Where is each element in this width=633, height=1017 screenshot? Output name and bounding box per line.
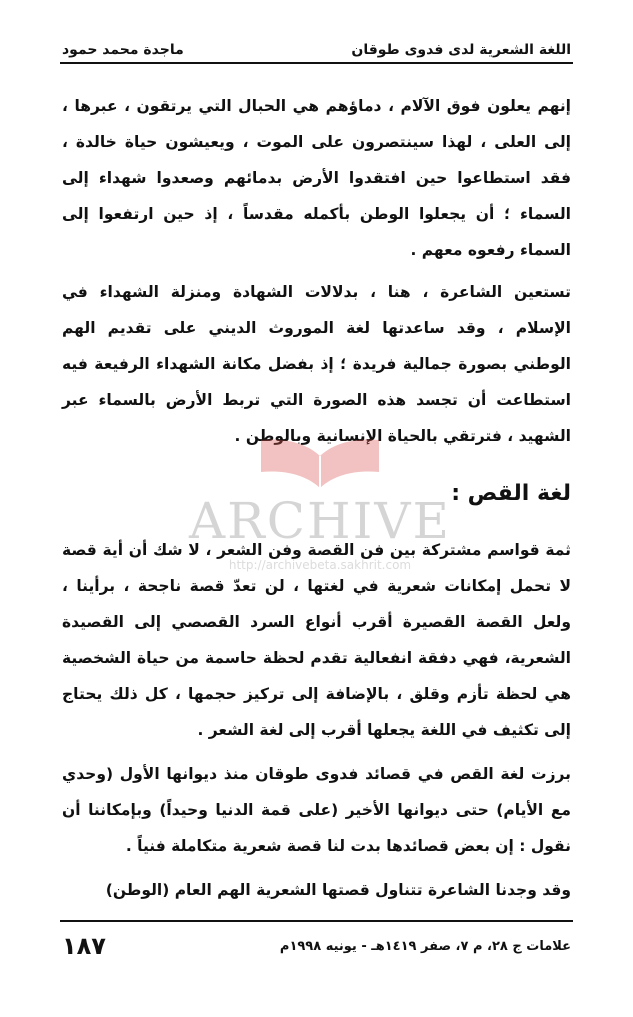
paragraph: برزت لغة القص في قصائد فدوى طوقان منذ ديوانها الأول (وحدي مع الأيام) حتى ديوانها الأخير (على قمة الدنيا وحيداً) وبإمكاننا أن نقول : إن بعض قصائدها بدت لنا قصة شعرية متكاملة فنياً . (62, 765, 571, 855)
paragraph: تستعين الشاعرة ، هنا ، بدلالات الشهادة ومنزلة الشهداء في الإسلام ، وقد ساعدتها لغة الموروث الديني على تقديم الهم الوطني بصورة جمالية فريدة ؛ إذ بفضل مكانة الشهداء الرفيعة فيه استطاعت أن تجسد هذه الصورة التي تربط الأرض بالسماء عبر الشهيد ، فترتقي بالحياة الإنسانية وبالوطن . (62, 283, 571, 445)
section-heading: لغة القص : (451, 481, 571, 506)
author-name: ماجدة محمد حمود (62, 42, 184, 58)
page-body (62, 88, 571, 908)
page-number: ١٨٧ (62, 932, 106, 960)
book-title: اللغة الشعرية لدى فدوى طوقان (351, 42, 571, 58)
footer-divider (60, 920, 573, 922)
paragraph: إنهم يعلون فوق الآلام ، دماؤهم هي الحبال التي يرتقون ، عبرها ، إلى العلى ، لهذا سينتصرون على الموت ، ويعيشون حياة خالدة ، فقد استطاعوا حين افتقدوا الأرض بدمائهم وصعدوا شهداء إلى السماء ؛ أن يجعلوا الوطن بأكمله مقدساً ، إذ حين ارتفعوا إلى السماء رفعوه معهم . (62, 97, 571, 259)
running-header (62, 30, 571, 58)
journal-citation: علامات ج ٢٨، م ٧، صفر ١٤١٩هـ - يونيه ١٩٩٨م (279, 938, 571, 954)
watermark-text: ARCHIVE (189, 492, 451, 550)
watermark-url: http://archivebeta.sakhrit.com (228, 558, 412, 572)
page-footer (62, 926, 571, 966)
paragraph: ثمة قواسم مشتركة بين فن القصة وفن الشعر ، لا شك أن أية قصة لا تحمل إمكانات شعرية في لغتها ، لن تعدّ قصة ناجحة ، برأينا ، ولعل القصة القصيرة أقرب أنواع السرد القصصي إلى القصيدة الشعرية، فهي دفقة انفعالية تقدم لحظة حاسمة من حياة الشخصية هي لحظة تأزم وقلق ، بالإضافة إلى تركيز حجمها ، كل ذلك يحتاج إلى تكثيف في اللغة يجعلها أقرب إلى لغة الشعر . (62, 541, 571, 739)
header-divider (60, 62, 573, 64)
paragraph: وقد وجدنا الشاعرة تتناول قصتها الشعرية الهم العام (الوطن) (105, 881, 571, 899)
